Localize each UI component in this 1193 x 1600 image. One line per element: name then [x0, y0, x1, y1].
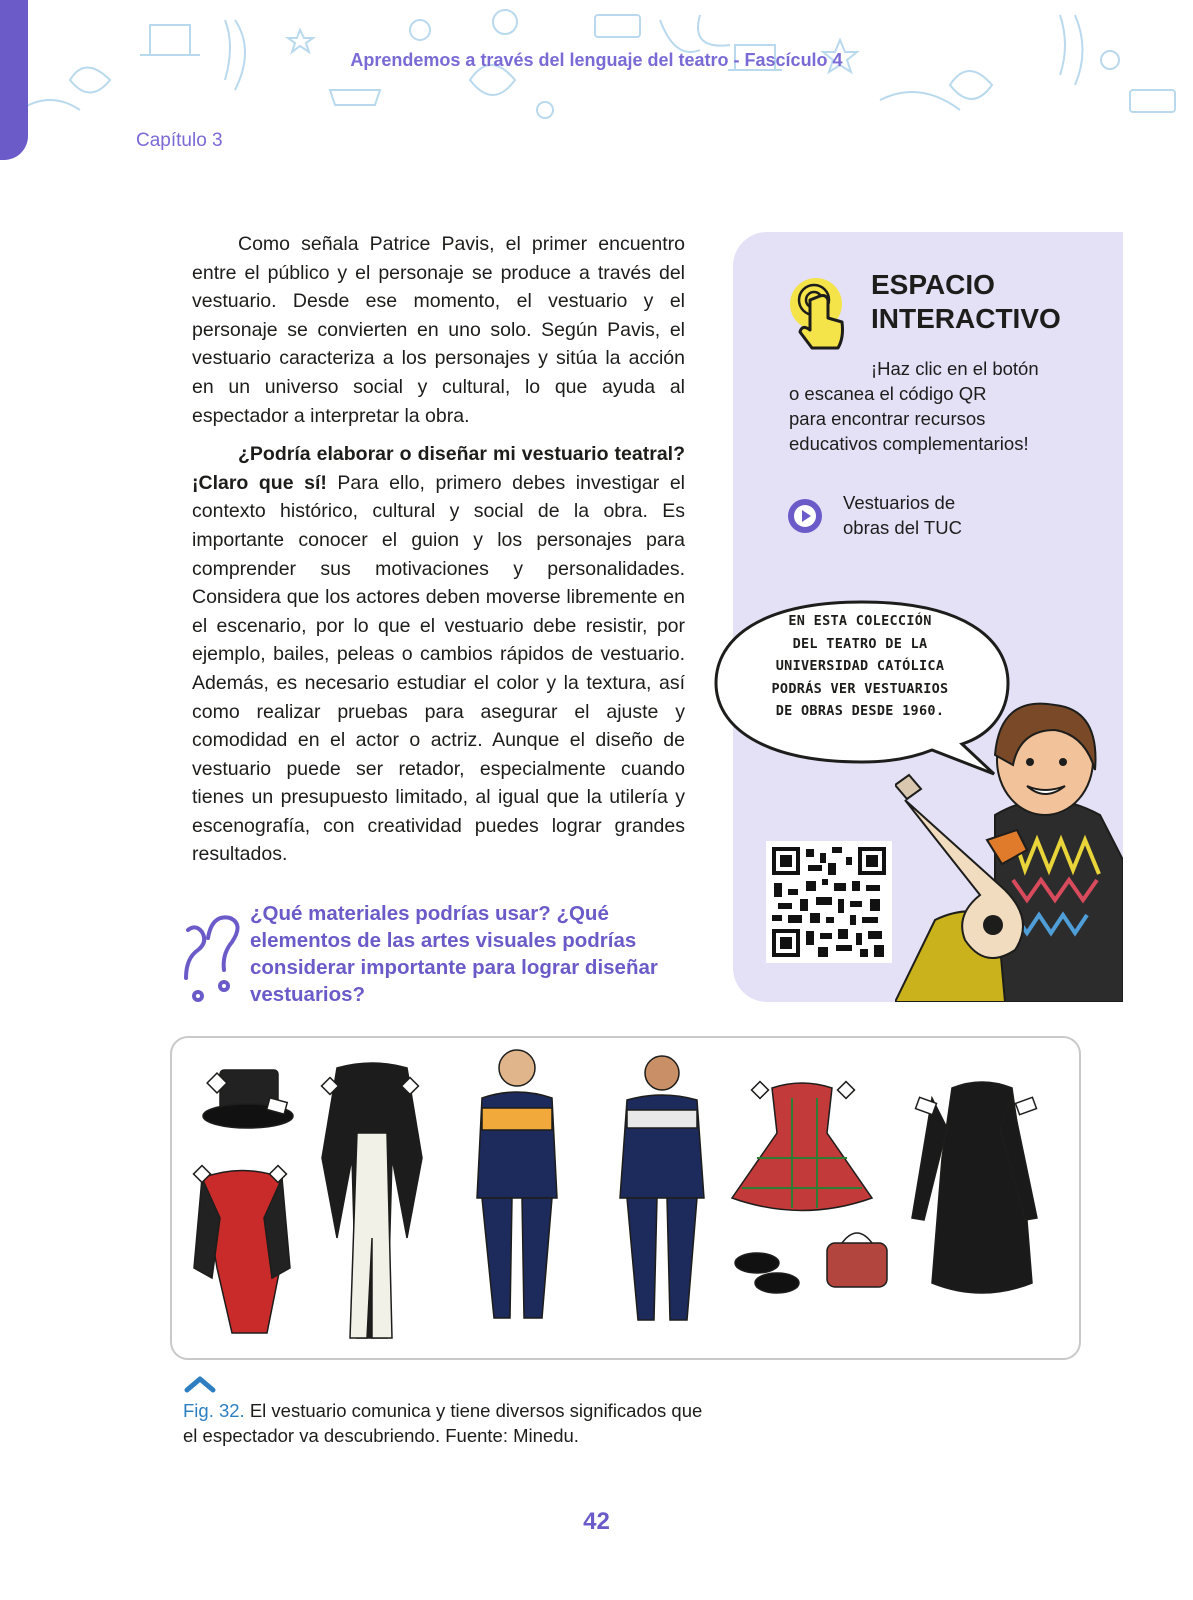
figure-caption-text: El vestuario comunica y tiene diversos significados que el espectador va descubriendo. Fuente: Minedu. [183, 1400, 703, 1446]
red-military-jacket [194, 1171, 290, 1334]
tailcoat-suit [322, 1063, 422, 1338]
reflection-question [180, 900, 680, 1010]
speech-line-2: DEL TEATRO DE LA [792, 635, 928, 652]
interactive-description [789, 356, 1079, 456]
shoes [735, 1253, 799, 1293]
page-number: 42 [583, 1508, 610, 1535]
student-girl-uniform [620, 1056, 704, 1320]
interactive-title [871, 268, 1061, 336]
plaid-dress [732, 1083, 872, 1211]
handbag [827, 1233, 887, 1287]
figure-caption [183, 1398, 703, 1448]
student-boy-uniform [477, 1050, 557, 1318]
question-text: ¿Qué materiales podrías usar? ¿Qué elementos de las artes visuales podrías considerar importante para lograr diseñar vestuarios? [250, 902, 658, 1006]
costume-paper-dolls-illustration [172, 1038, 1079, 1358]
speech-line-4: PODRÁS VER VESTUARIOS [771, 680, 949, 697]
body-text [192, 230, 685, 869]
interactive-text-line-3: para encontrar recursos [789, 408, 986, 429]
video-link[interactable] [843, 490, 1043, 540]
figure-number: Fig. 32. [183, 1400, 245, 1421]
chapter-side-tab [0, 0, 28, 160]
speech-line-3: UNIVERSIDAD CATÓLICA [775, 658, 945, 674]
interactive-text-line-2: o escanea el código QR [789, 383, 987, 404]
paragraph-1-text: Como señala Patrice Pavis, el primer encuentro entre el público y el personaje se produce a través del vestuario. Desde ese momento, el vestuario y el personaje se convierten en uno solo. Según Pavis, el vestuario caracteriza a los personajes y sitúa la acción en un universo social y cultural, lo que ayuda al espectador a interpretar la obra. [192, 233, 685, 427]
interactive-text-line-4: educativos complementarios! [789, 433, 1029, 454]
play-video-button[interactable] [787, 498, 823, 534]
paragraph-1 [192, 230, 685, 430]
paragraph-2 [192, 440, 685, 869]
character-with-guitar-illustration [895, 690, 1123, 1002]
speech-line-5: DE OBRAS DESDE 1960. [775, 703, 945, 719]
video-link-line-1: Vestuarios de [843, 492, 956, 513]
speech-line-1: EN ESTA COLECCIÓN [788, 613, 932, 629]
video-link-line-2: obras del TUC [843, 517, 962, 538]
touch-hand-icon [788, 274, 850, 352]
chevron-up-icon [183, 1374, 217, 1394]
chapter-label: Capítulo 3 [136, 130, 223, 151]
qr-code[interactable] [766, 841, 892, 963]
header-title: Aprendemos a través del lenguaje del teatro - Fascículo 4 [350, 50, 843, 70]
interactive-text-line-1: ¡Haz clic en el botón [871, 358, 1039, 379]
costume-figure [170, 1036, 1081, 1360]
interactive-title-line-1: ESPACIO [871, 269, 995, 300]
paragraph-2-text: Para ello, primero debes investigar el contexto histórico, cultural y social de la obra. Es importante conocer el guion y los personajes para comprender sus motivaciones y personalidades. Considera que los actores deben moverse libremente en el escenario, por lo que el vestuario debe resistir, por ejemplo, bailes, peleas o cambios rápidos de vestuario. Además, es necesario estudiar el color y la textura, así como realizar pruebas para asegurar el ajuste y comodidad en el actor o actriz. Aunque el diseño de vestuario puede ser retador, especialmente cuando tienes un presupuesto limitado, al igual que la utilería y escenografía, con creatividad puedes lograr grandes resultados. [192, 471, 685, 866]
question-marks-icon [180, 908, 240, 1008]
paragraph-2-bold: ¿Podría elaborar o diseñar mi vestuario teatral? ¡Claro que sí! [192, 443, 685, 494]
interactive-title-line-2: INTERACTIVO [871, 303, 1061, 334]
